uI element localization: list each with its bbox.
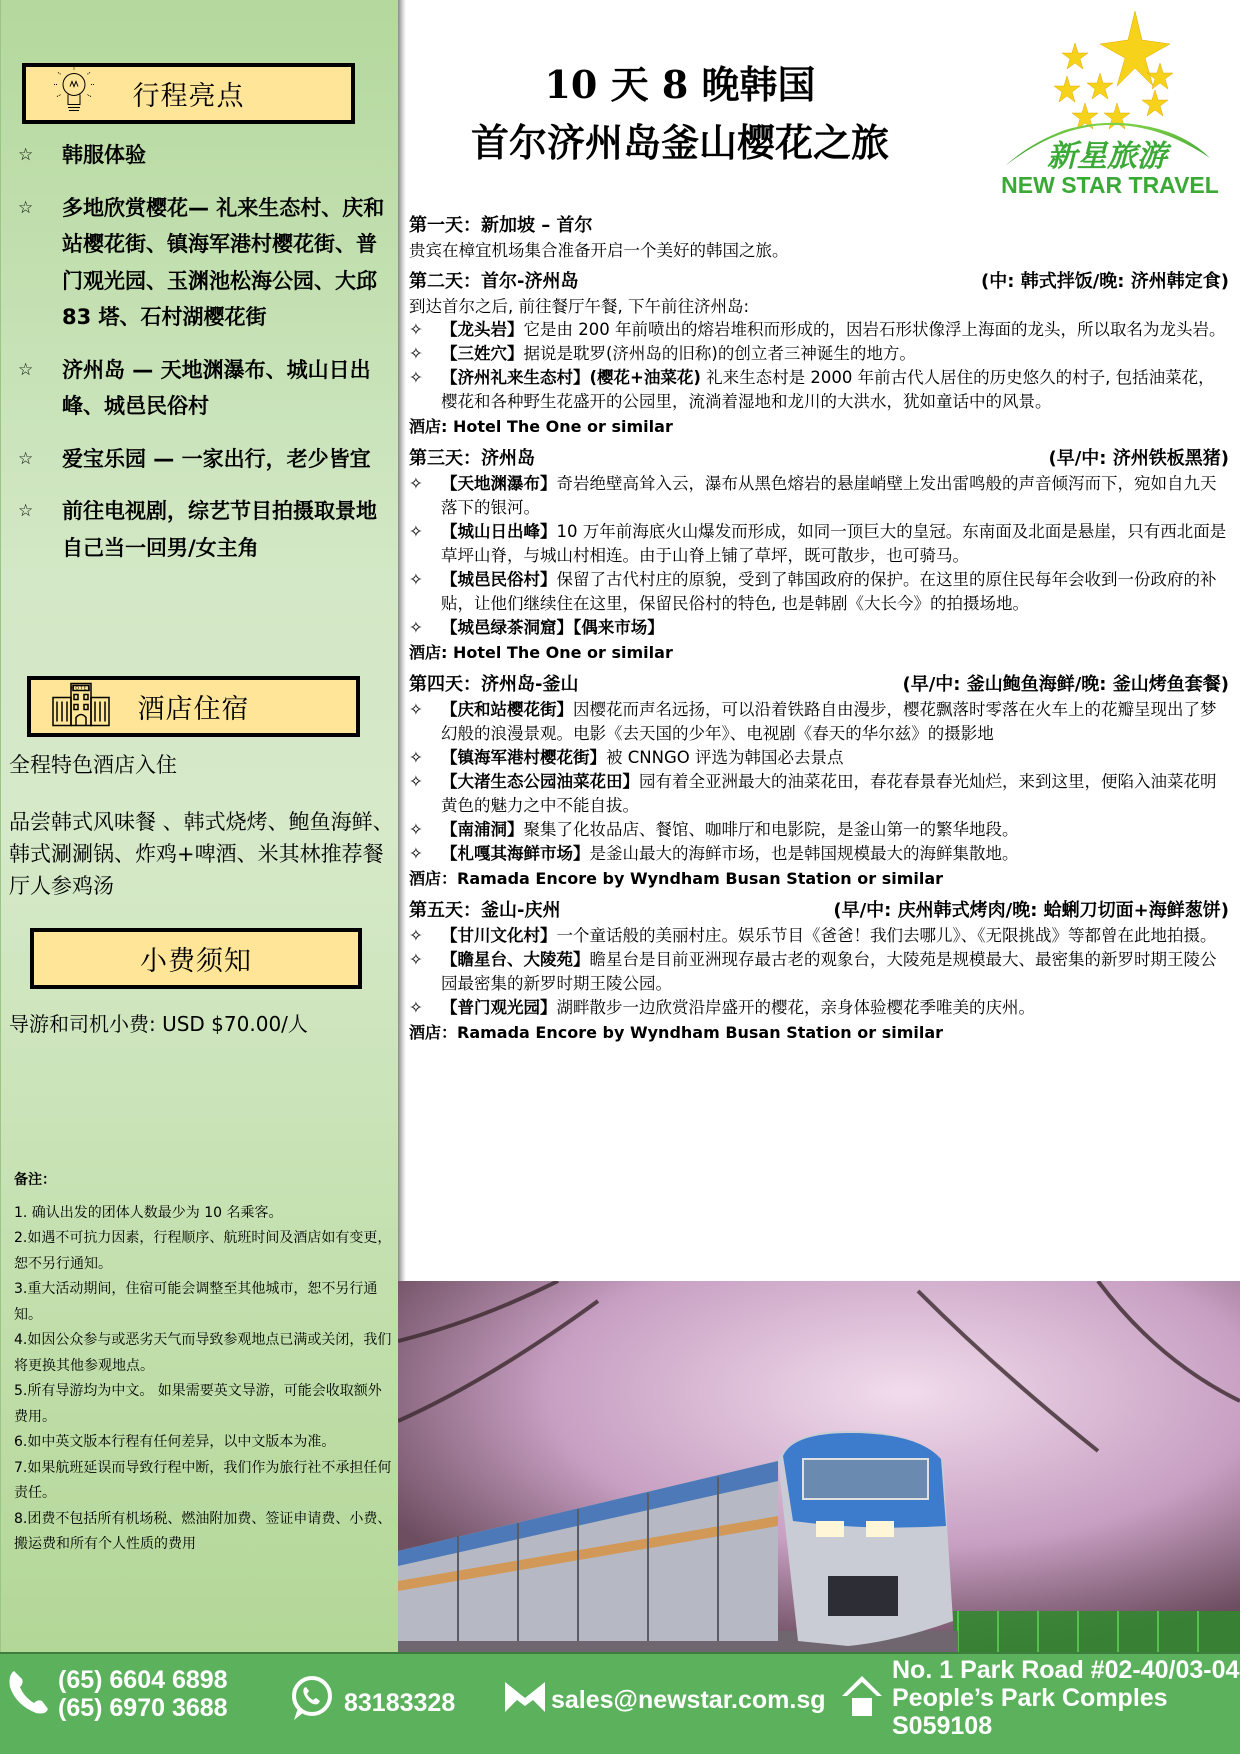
diamond-bullet-icon: ✧ [409, 844, 423, 863]
attraction-item: ✧ 【镇海军港村樱花街】被 CNNGO 评选为韩国必去景点 [409, 746, 1229, 770]
attraction-item: ✧ 【城邑绿茶洞窟】【偶来市场】 [409, 616, 1229, 640]
highlights-list [18, 137, 388, 582]
hotel-stay-text: 全程特色酒店入住 [9, 753, 177, 777]
diamond-bullet-icon: ✧ [409, 700, 423, 719]
day-5 [409, 897, 1229, 1045]
day-2 [409, 268, 1229, 439]
company-logo [985, 8, 1240, 198]
day-heading: 第五天：釜山-庆州 (早/中: 庆州韩式烤肉/晚: 蛤蜊刀切面+海鲜葱饼) [409, 897, 1229, 924]
attraction-item: ✧ 【三姓穴】据说是耽罗(济州岛的旧称)的创立者三神诞生的地方。 [409, 342, 1229, 366]
svg-text:HOTEL: HOTEL [70, 686, 92, 691]
diamond-bullet-icon: ✧ [409, 474, 423, 493]
star-bullet-icon: ☆ [18, 145, 34, 165]
email-contact [505, 1682, 826, 1717]
home-icon [840, 1674, 884, 1723]
day-heading: 第四天：济州岛-釜山 (早/中: 釜山鲍鱼海鲜/晚: 釜山烤鱼套餐) [409, 671, 1229, 698]
address-line-1: No. 1 Park Road #02-40/03-04 [892, 1656, 1240, 1684]
day-meals: (中: 韩式拌饭/晚: 济州韩定食) [981, 271, 1229, 292]
page-title-line1: 10 天 8 晚韩国 [544, 62, 816, 107]
diamond-bullet-icon: ✧ [409, 522, 423, 541]
attraction-item: ✧ 【天地渊瀑布】奇岩绝壁高耸入云，瀑布从黑色熔岩的悬崖峭壁上发出雷鸣般的声音倾泻而下，宛如自九天落下的银河。 [409, 474, 1217, 517]
note-item: 6.如中英文版本行程有任何差异，以中文版本为准。 [14, 1434, 336, 1450]
highlights-heading [22, 63, 355, 124]
attraction-item: ✧ 【南浦洞】聚集了化妆品店、餐馆、咖啡厅和电影院，是釜山第一的繁华地段。 [409, 818, 1229, 842]
attraction-item: ✧ 【龙头岩】它是由 200 年前喷出的熔岩堆积而形成的，因岩石形状像浮上海面的龙头，所以取名为龙头岩。 [409, 318, 1229, 342]
notes-section [14, 1168, 394, 1558]
note-item: 8.团费不包括所有机场税、燃油附加费、签证申请费、小费、搬运费和所有个人性质的费用 [14, 1510, 392, 1552]
day-heading: 第一天：新加坡 – 首尔 [409, 215, 593, 236]
attraction-item: ✧ 【济州礼来生态村】(樱花+油菜花) 礼来生态村是 2000 年前古代人居住的历史悠久的村子, 包括油菜花，樱花和各种野生花盛开的公园里，流淌着湿地和龙川的大洪水，犹如童话中的风景。 [409, 368, 1215, 411]
diamond-bullet-icon: ✧ [409, 820, 423, 839]
highlight-item: ☆ 济州岛 — 天地渊瀑布、城山日出峰、城邑民俗村 [18, 352, 388, 425]
attraction-item: ✧ 【瞻星台、大陵苑】瞻星台是目前亚洲现存最古老的观象台，大陵苑是规模最大、最密集的新罗时期王陵公园最密集的新罗时期王陵公园。 [409, 950, 1217, 993]
star-bullet-icon: ☆ [18, 448, 34, 469]
diamond-bullet-icon: ✧ [409, 344, 423, 363]
phone-number-1[interactable]: (65) 6604 6898 [58, 1666, 228, 1694]
tips-heading-text: 小费须知 [140, 946, 252, 977]
attraction-item: ✧ 【庆和站樱花街】因樱花而声名远扬，可以沿着铁路自由漫步，樱花飘落时零落在火车上的花瓣呈现出了梦幻般的浪漫景观。电影《去天国的少年》、电视剧《春天的华尔兹》的摄影地 [409, 700, 1217, 743]
page-title-line2: 首尔济州岛釜山樱花之旅 [470, 120, 889, 165]
day-4 [409, 671, 1229, 891]
note-item: 2.如遇不可抗力因素，行程顺序、航班时间及酒店如有变更，恕不另行通知。 [14, 1230, 392, 1272]
highlights-heading-text: 行程亮点 [132, 81, 245, 112]
whatsapp-contact [288, 1674, 455, 1731]
meals-text: 品尝韩式风味餐 、韩式烧烤、鲍鱼海鲜、韩式涮涮锅、炸鸡+啤酒、米其林推荐餐厅人参鸡汤 [9, 810, 394, 898]
day-intro: 贵宾在樟宜机场集合准备开启一个美好的韩国之旅。 [409, 241, 789, 260]
diamond-bullet-icon: ✧ [409, 998, 423, 1017]
hotel-heading-text: 酒店住宿 [137, 694, 250, 725]
svg-text:新星旅游: 新星旅游 [1047, 139, 1167, 174]
address-line-3: S059108 [892, 1712, 993, 1740]
day-heading: 第三天：济州岛 (早/中: 济州铁板黑猪) [409, 445, 1229, 472]
day-meals: (早/中: 庆州韩式烤肉/晚: 蛤蜊刀切面+海鲜葱饼) [833, 900, 1229, 921]
day-1 [409, 212, 1229, 262]
lightbulb-icon [52, 64, 96, 123]
highlight-item: ☆ 爱宝乐园 — 一家出行，老少皆宜 [18, 441, 388, 478]
note-item: 3.重大活动期间，住宿可能会调整至其他城市，恕不另行通知。 [14, 1281, 378, 1323]
phone-icon [6, 1667, 50, 1722]
tips-text: 导游和司机小费: USD $70.00/人 [9, 1012, 308, 1036]
itinerary [409, 212, 1229, 1051]
day-intro: 到达首尔之后, 前往餐厅午餐, 下午前往济州岛: [409, 297, 750, 316]
note-item: 1. 确认出发的团体人数最少为 10 名乘客。 [14, 1204, 283, 1221]
contact-footer [0, 1652, 1240, 1754]
cherry-blossom-train-photo [398, 1281, 1240, 1652]
note-item: 7.如果航班延误而导致行程中断，我们作为旅行社不承担任何责任。 [14, 1459, 392, 1501]
diamond-bullet-icon: ✧ [409, 772, 423, 791]
address-contact [840, 1656, 1239, 1740]
notes-title: 备注： [14, 1172, 56, 1188]
whatsapp-number[interactable]: 83183328 [344, 1688, 456, 1717]
star-bullet-icon: ☆ [18, 501, 34, 521]
highlight-item: ☆ 前往电视剧，综艺节目拍摄取景地自己当一回男/女主角 [18, 493, 388, 566]
attraction-item: ✧ 【大渚生态公园油菜花田】园有着全亚洲最大的油菜花田，春花春景春光灿烂，来到这里，便陷入油菜花明黄色的魅力之中不能自拔。 [409, 772, 1217, 815]
attraction-item: ✧ 【札嘎其海鲜市场】是釜山最大的海鲜市场，也是韩国规模最大的海鲜集散地。 [409, 842, 1229, 866]
diamond-bullet-icon: ✧ [409, 570, 423, 589]
whatsapp-icon [288, 1674, 332, 1731]
day-meals: (早/中: 济州铁板黑猪) [1048, 448, 1229, 469]
email-address[interactable]: sales@newstar.com.sg [551, 1685, 826, 1714]
day-hotel: 酒店：Ramada Encore by Wyndham Busan Station or similar [409, 869, 944, 888]
day-3 [409, 445, 1229, 665]
envelope-icon [505, 1682, 545, 1717]
star-bullet-icon: ☆ [18, 359, 34, 380]
attraction-item: ✧ 【城邑民俗村】保留了古代村庄的原貌，受到了韩国政府的保护。在这里的原住民每年会收到一份政府的补贴，让他们继续住在这里，保留民俗村的特色, 也是韩剧《大长今》的拍摄场地。 [409, 570, 1217, 613]
address-line-2: People’s Park Comples [892, 1684, 1168, 1712]
hotel-building-icon [51, 679, 111, 734]
day-meals: (早/中: 釜山鲍鱼海鲜/晚: 釜山烤鱼套餐) [902, 674, 1229, 695]
attraction-item: ✧ 【甘川文化村】一个童话般的美丽村庄。娱乐节目《爸爸！我们去哪儿》、《无限挑战》等都曾在此地拍摄。 [409, 924, 1229, 948]
highlight-item: ☆ 多地欣赏樱花— 礼来生态村、庆和站樱花街、镇海军港村樱花街、普门观光园、玉渊池松海公园、大邱 83 塔、石村湖樱花街 [18, 190, 388, 336]
note-item: 4.如因公众参与或恶劣天气而导致参观地点已满或关闭，我们将更换其他参观地点。 [14, 1332, 392, 1374]
tips-heading [30, 928, 362, 989]
attraction-item: ✧ 【城山日出峰】10 万年前海底火山爆发而形成，如同一顶巨大的皇冠。东南面及北面是悬崖，只有西北面是草坪山脊，与城山村相连。由于山脊上铺了草坪，既可散步，也可骑马。 [409, 522, 1227, 565]
diamond-bullet-icon: ✧ [409, 926, 423, 945]
day-heading: 第二天：首尔-济州岛 (中: 韩式拌饭/晚: 济州韩定食) [409, 268, 1229, 295]
note-item: 5.所有导游均为中文。 如果需要英文导游，可能会收取额外费用。 [14, 1383, 382, 1425]
diamond-bullet-icon: ✧ [409, 368, 423, 387]
star-bullet-icon: ☆ [18, 197, 34, 218]
stars-globe-logo-icon [985, 8, 1240, 198]
diamond-bullet-icon: ✧ [409, 950, 423, 969]
phone-number-2[interactable]: (65) 6970 3688 [58, 1694, 228, 1722]
attraction-item: ✧ 【普门观光园】湖畔散步一边欣赏沿岸盛开的樱花，亲身体验樱花季唯美的庆州。 [409, 996, 1229, 1020]
diamond-bullet-icon: ✧ [409, 748, 423, 767]
day-hotel: 酒店: Hotel The One or similar [409, 643, 673, 662]
hotel-heading [27, 676, 360, 737]
diamond-bullet-icon: ✧ [409, 320, 423, 339]
phone-contact [6, 1666, 228, 1722]
day-hotel: 酒店: Hotel The One or similar [409, 417, 673, 436]
highlight-item: ☆ 韩服体验 [18, 137, 388, 174]
day-hotel: 酒店：Ramada Encore by Wyndham Busan Station or similar [409, 1023, 944, 1042]
diamond-bullet-icon: ✧ [409, 618, 423, 637]
svg-text:NEW STAR TRAVEL: NEW STAR TRAVEL [1001, 172, 1219, 198]
